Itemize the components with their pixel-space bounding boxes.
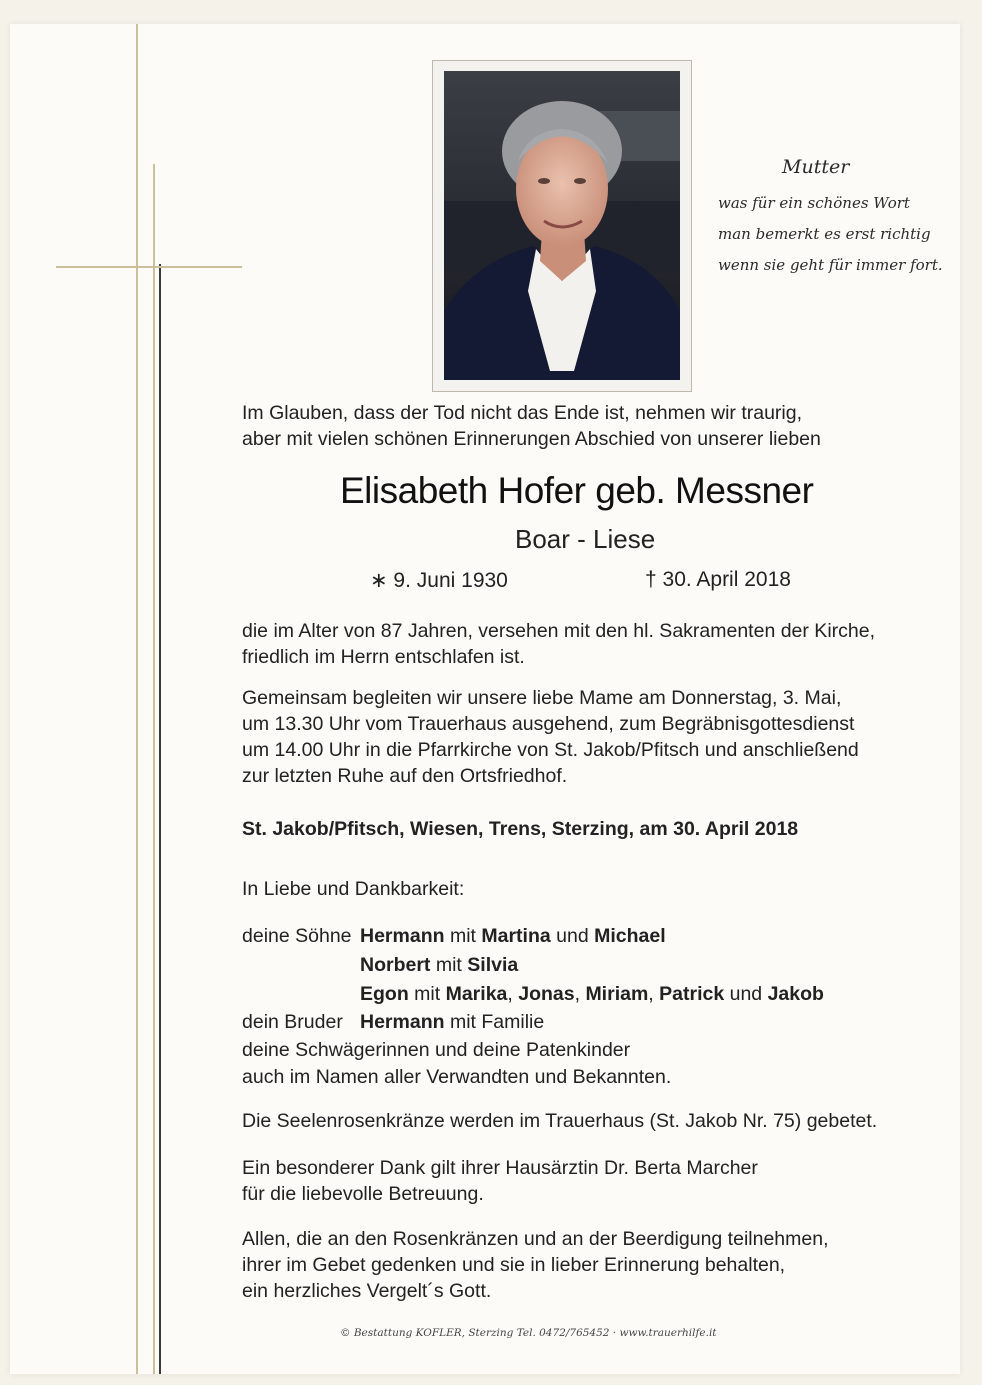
thanks-line: für die liebevolle Betreuung. xyxy=(242,1183,484,1205)
connector: mit xyxy=(430,954,468,976)
funeral-home-footer: © Bestattung KOFLER, Sterzing Tel. 0472/765452 · www.trauerhilfe.it xyxy=(340,1327,717,1339)
sons-line-1 xyxy=(360,923,666,949)
portrait-frame xyxy=(432,60,692,392)
connector: , xyxy=(574,983,586,1005)
funeral-text-line: um 14.00 Uhr in die Pfarrkirche von St. Jakob/Pfitsch und anschließend xyxy=(242,739,859,761)
connector: , xyxy=(648,983,660,1005)
brother-label: dein Bruder xyxy=(242,1011,343,1033)
connector: , xyxy=(507,983,519,1005)
sons-line-2 xyxy=(360,952,518,978)
partner-name: Silvia xyxy=(467,954,519,976)
son-name: Hermann xyxy=(360,925,445,947)
born-prefix: geb. xyxy=(595,470,666,511)
poem-title: Mutter xyxy=(782,156,850,178)
birth-date: ∗ 9. Juni 1930 xyxy=(370,569,508,592)
relatives-line: auch im Namen aller Verwandten und Bekannten. xyxy=(242,1066,672,1088)
son-name: Egon xyxy=(360,983,409,1005)
in-laws-line: deine Schwägerinnen und deine Patenkinder xyxy=(242,1039,631,1061)
partner-name: Marika xyxy=(445,983,508,1005)
rosary-line: Die Seelenrosenkränze werden im Trauerhaus (St. Jakob Nr. 75) gebetet. xyxy=(242,1110,878,1132)
portrait-illustration xyxy=(444,71,680,380)
funeral-text-line: zur letzten Ruhe auf den Ortsfriedhof. xyxy=(242,765,568,787)
poem-line: wenn sie geht für immer fort. xyxy=(718,256,943,274)
brother-line xyxy=(360,1009,544,1035)
death-date: † 30. April 2018 xyxy=(645,568,791,591)
grandchild-name: Miriam xyxy=(585,983,649,1005)
maiden-name: Messner xyxy=(675,470,814,511)
connector: mit xyxy=(444,925,482,947)
age-text-line: die im Alter von 87 Jahren, versehen mit den hl. Sakramenten der Kirche, xyxy=(242,620,875,642)
brother-rest: mit Familie xyxy=(444,1011,545,1033)
sons-line-3 xyxy=(360,981,824,1007)
connector: und xyxy=(550,925,595,947)
funeral-text-line: um 13.30 Uhr vom Trauerhaus ausgehend, zum Begräbnisgottesdienst xyxy=(242,713,855,735)
nickname: Boar - Liese xyxy=(515,524,656,554)
portrait-photo xyxy=(444,71,680,380)
cross-vertical-line-left xyxy=(136,24,138,1374)
grandchild-name: Jonas xyxy=(518,983,575,1005)
place-date: St. Jakob/Pfitsch, Wiesen, Trens, Sterzing, am 30. April 2018 xyxy=(242,818,799,840)
closing-line: ihrer im Gebet gedenken und sie in lieber Erinnerung behalten, xyxy=(242,1254,786,1276)
brother-name: Hermann xyxy=(360,1011,445,1033)
funeral-text-line: Gemeinsam begleiten wir unsere liebe Mame am Donnerstag, 3. Mai, xyxy=(242,687,842,709)
intro-line: Im Glauben, dass der Tod nicht das Ende ist, nehmen wir traurig, xyxy=(242,402,803,424)
grandchild-name: Jakob xyxy=(767,983,824,1005)
poem-line: man bemerkt es erst richtig xyxy=(718,225,931,243)
gratitude-line: In Liebe und Dankbarkeit: xyxy=(242,878,465,900)
partner-name: Martina xyxy=(481,925,551,947)
thanks-line: Ein besonderer Dank gilt ihrer Hausärztin Dr. Berta Marcher xyxy=(242,1157,758,1179)
cross-horizontal-line xyxy=(56,266,242,268)
grandchild-name: Michael xyxy=(594,925,666,947)
age-text-line: friedlich im Herrn entschlafen ist. xyxy=(242,646,525,668)
closing-line: ein herzliches Vergelt´s Gott. xyxy=(242,1280,492,1302)
grandchild-name: Patrick xyxy=(659,983,725,1005)
connector: und xyxy=(724,983,768,1005)
sons-label: deine Söhne xyxy=(242,925,352,947)
connector: mit xyxy=(408,983,446,1005)
intro-line: aber mit vielen schönen Erinnerungen Abschied von unserer lieben xyxy=(242,428,821,450)
deceased-first-name: Elisabeth Hofer xyxy=(340,470,586,511)
cross-vertical-line-mid xyxy=(153,164,155,1374)
closing-line: Allen, die an den Rosenkränzen und an der Beerdigung teilnehmen, xyxy=(242,1228,829,1250)
deceased-name xyxy=(340,470,813,512)
poem-line: was für ein schönes Wort xyxy=(718,194,910,212)
cross-vertical-line-dark xyxy=(159,264,161,1374)
son-name: Norbert xyxy=(360,954,431,976)
